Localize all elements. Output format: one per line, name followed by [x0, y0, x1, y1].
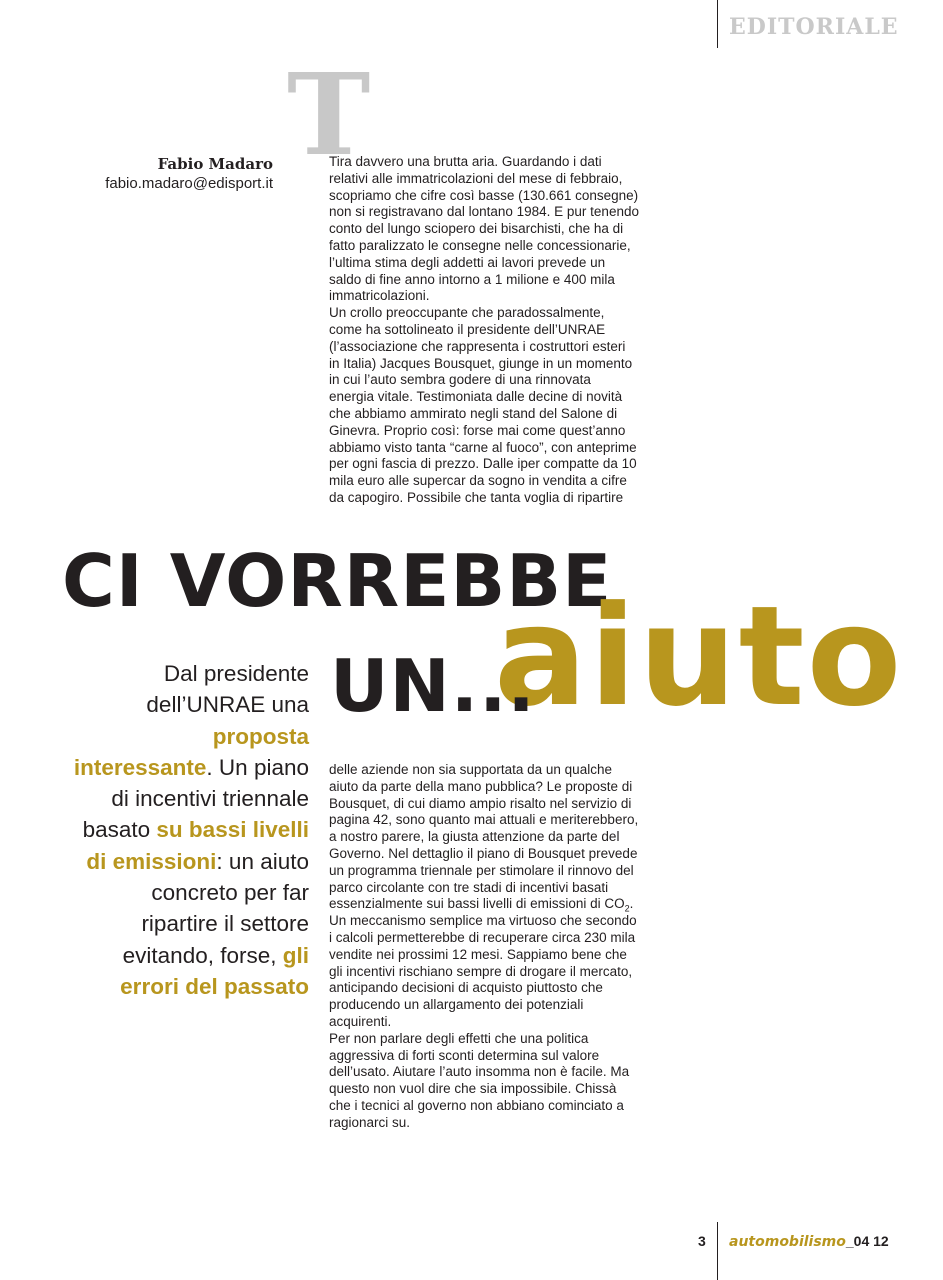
- pull-quote: [69, 658, 309, 1002]
- paragraph-text: delle aziende non sia supportata da un qualche aiuto da parte della mano pubblica? Le proposte di Bousquet, di cui diamo ampio risalto nel servizio di pagina 42, sono quanto mai attuali e meriterebbero, a nostro parere, la giusta attenzione da parte del Governo. Nel dettaglio il piano di Bousquet prevede un programma triennale per stimolare il rinnovo del parco circolante con tre stadi di incentivi basati essenzialmente sui bassi livelli di emissioni di CO: [329, 762, 639, 912]
- subscript: 2: [624, 904, 630, 915]
- paragraph: [329, 762, 639, 1031]
- pull-quote-highlight: su bassi livelli di emissioni: [86, 817, 309, 874]
- paragraph-text: . Un meccanismo semplice ma virtuoso che secondo i calcoli permetterebbe di recuperare circa 230 mila vendite nei prossimi 12 mesi. Sappiamo bene che gli incentivi rischiano sempre di drogare il mercato, anticipando decisioni di acquisto piuttosto che producendo un allargamento dei potenziali acquirenti.: [329, 896, 637, 1029]
- pull-quote-text: Dal presidente dell’UNRAE una: [146, 661, 309, 718]
- pull-quote-highlight: proposta interessante: [73, 723, 309, 780]
- pull-quote-text: : un aiuto concreto per far ripartire il settore evitando, forse,: [122, 848, 309, 968]
- footer-rule: [717, 1222, 718, 1280]
- article-column-top: [329, 154, 639, 507]
- page-number: 3: [698, 1233, 706, 1249]
- article-column-bottom: [329, 762, 639, 1132]
- drop-cap: T: [287, 50, 371, 181]
- section-label: EDITORIALE: [729, 14, 899, 40]
- magazine-name: automobilismo: [729, 1234, 846, 1250]
- magazine-issue: [729, 1233, 889, 1250]
- paragraph: Per non parlare degli effetti che una politica aggressiva di forti sconti determina sul valore dell’usato. Aiutare l’auto insomma non è facile. Ma questo non vuol dire che sia impossibile. Chissà che i tecnici al governo non abbiano cominciato a ragionarci su.: [329, 1030, 630, 1130]
- paragraph: Tira davvero una brutta aria. Guardando i dati relativi alle immatricolazioni del mese di febbraio, scopriamo che cifre così basse (130.661 consegne) non si registravano dal lontano 1984. E pur tenendo conto del lungo sciopero dei bisarchisti, che ha di fatto paralizzato le consegne nelle concessionarie, l’ultima stima degli addetti ai lavori prevede un saldo di fine anno intorno a 1 milione e 400 mila immatricolazioni.: [329, 154, 639, 304]
- headline-line-1: CI VORREBBE: [62, 539, 613, 623]
- author-byline: [105, 154, 273, 194]
- pull-quote-highlight: gli errori del passato: [120, 942, 309, 999]
- issue-number: _04 12: [845, 1233, 889, 1249]
- headline-line-2: UN...: [330, 644, 536, 728]
- pull-quote-text: . Un piano di incentivi triennale basato: [82, 754, 309, 843]
- headline-accent-word: aiuto: [494, 576, 904, 737]
- author-email[interactable]: fabio.madaro@edisport.it: [105, 175, 273, 192]
- header-rule: [717, 0, 718, 48]
- author-name: Fabio Madaro: [157, 155, 273, 173]
- paragraph: Un crollo preoccupante che paradossalmente, come ha sottolineato il presidente dell’UNRAE (l’associazione che rappresenta i costruttori esteri in Italia) Jacques Bousquet, giunge in un momento in cui l’auto sembra godere di una rinnovata energia vitale. Testimoniata dalle decine di novità che abbiamo ammirato negli stand del Salone di Ginevra. Proprio così: forse mai come quest’anno abbiamo visto tanta “carne al fuoco”, con anteprime per ogni fascia di prezzo. Dalle iper compatte da 10 mila euro alle supercar da sogno in vendita a cifre da capogiro. Possibile che tanta voglia di ripartire: [329, 305, 637, 505]
